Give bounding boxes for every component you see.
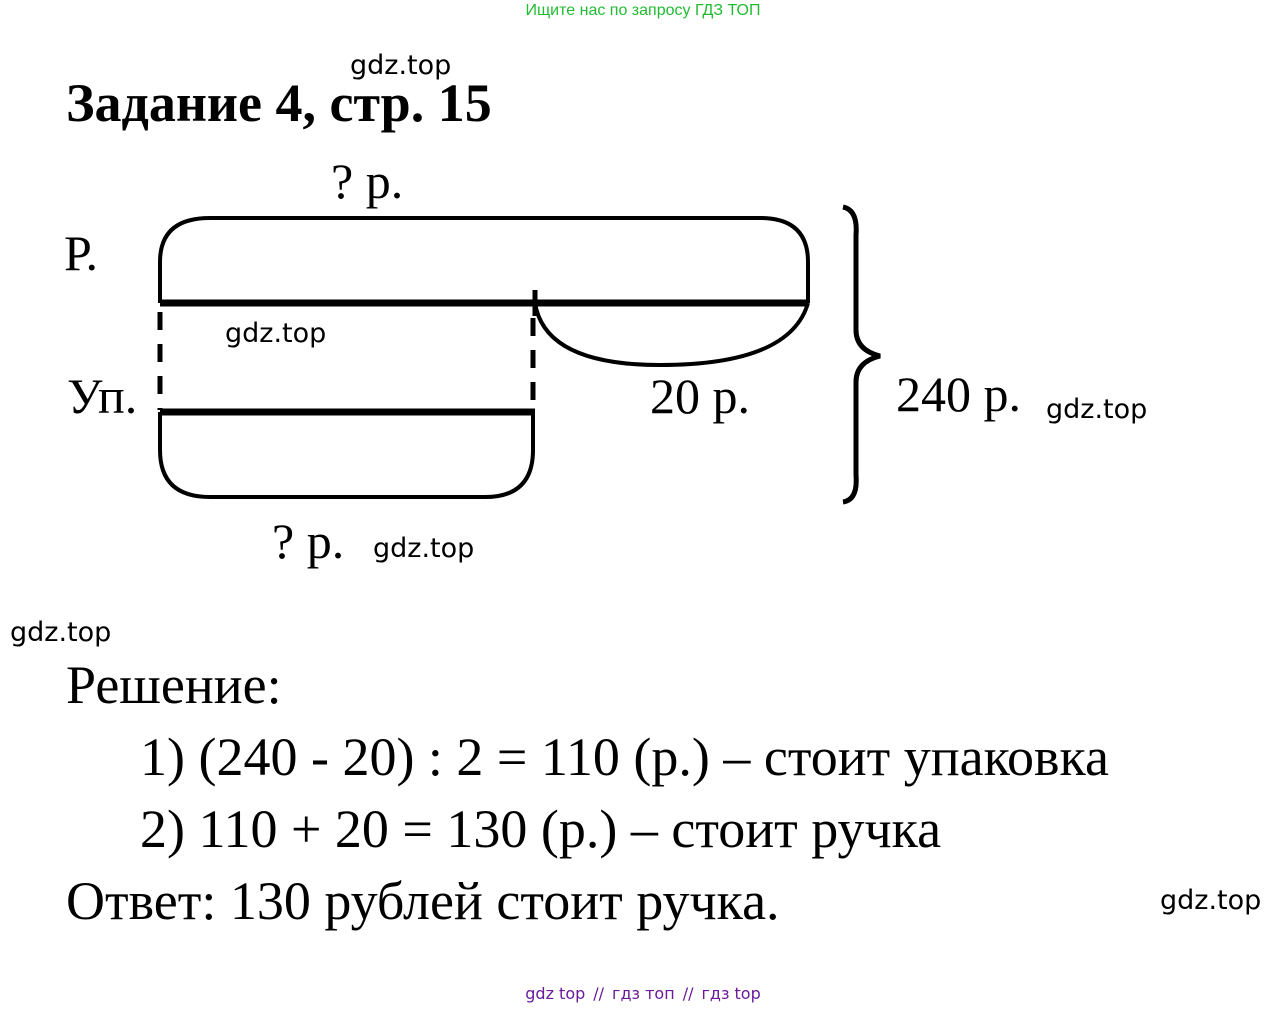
solution-step-1: 1) (240 - 20) : 2 = 110 (р.) – стоит упаковка xyxy=(140,727,1109,787)
watermark: gdz.top xyxy=(350,50,452,81)
task-title: Задание 4, стр. 15 xyxy=(66,73,492,133)
watermark: gdz.top xyxy=(373,533,475,564)
footer-link[interactable]: гдз top xyxy=(701,984,761,1003)
footer-link[interactable]: gdz top xyxy=(525,984,586,1003)
pen-row-label: Р. xyxy=(64,225,99,281)
difference-arc xyxy=(535,303,808,365)
total-label: 240 р. xyxy=(896,366,1021,422)
watermark: gdz.top xyxy=(225,318,327,349)
pack-total-arc xyxy=(160,412,533,497)
pack-row-label: Уп. xyxy=(67,368,138,424)
total-brace xyxy=(843,207,880,502)
solution-heading: Решение: xyxy=(66,655,282,715)
solution-step-2: 2) 110 + 20 = 130 (р.) – стоит ручка xyxy=(140,799,942,859)
footer-separator: // xyxy=(682,984,694,1003)
answer-line: Ответ: 130 рублей стоит ручка. xyxy=(66,871,780,931)
search-hint-banner: Ищите нас по запросу ГДЗ ТОП xyxy=(525,2,761,19)
pen-total-arc xyxy=(160,218,808,303)
watermark: gdz.top xyxy=(10,617,112,648)
difference-label: 20 р. xyxy=(650,368,750,424)
watermark: gdz.top xyxy=(1160,885,1262,916)
footer-separator: // xyxy=(593,984,605,1003)
footer-links xyxy=(0,984,1286,1003)
pack-price-unknown-label: ? р. xyxy=(272,513,345,569)
watermark: gdz.top xyxy=(1046,394,1148,425)
footer-link[interactable]: гдз топ xyxy=(612,984,675,1003)
pen-price-unknown-label: ? р. xyxy=(331,153,404,209)
